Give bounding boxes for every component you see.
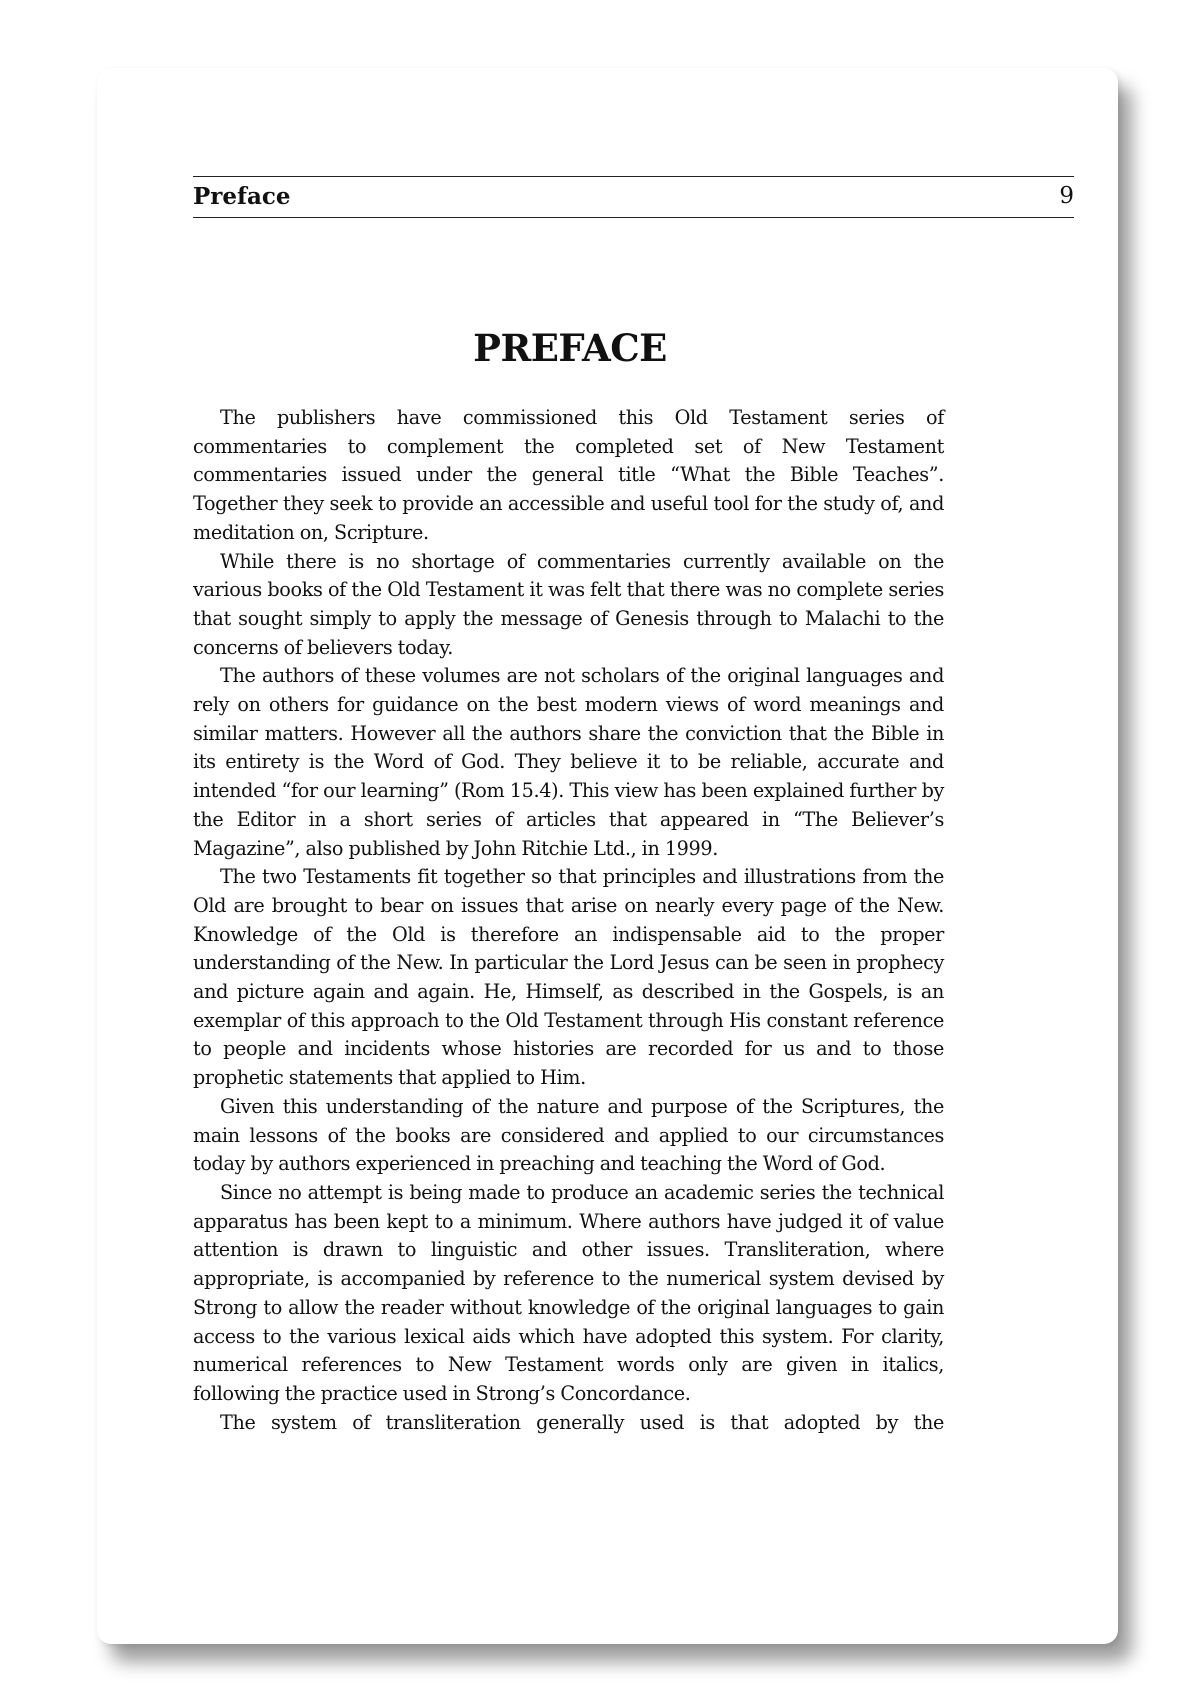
running-head: [193, 176, 1074, 218]
paragraph: The two Testaments fit together so that principles and illustrations from the Old are brought to bear on issues that arise on nearly every page of the New. Knowledge of the Old is therefore an indispensable aid to the proper understanding of the New. In particular the Lord Jesus can be seen in prophecy and picture again and again. He, Himself, as described in the Gospels, is an exemplar of this approach to the Old Testament through His constant reference to people and incidents whose histories are recorded for us and to those prophetic statements that applied to Him.: [193, 865, 944, 1090]
page-number: 9: [1059, 183, 1074, 209]
paragraph: Since no attempt is being made to produce an academic series the technical apparatus has been kept to a minimum. Where authors have judged it of value attention is drawn to linguistic and other issues. Transliteration, where appropriate, is accompanied by reference to the numerical system devised by Strong to allow the reader without knowledge of the original languages to gain access to the various lexical aids which have adopted this system. For clarity, numerical references to New Testament words only are given in italics, following the practice used in Strong’s Concordance.: [193, 1180, 944, 1405]
paragraph: The publishers have commissioned this Old Testament series of commentaries to complement the completed set of New Testament commentaries issued under the general title “What the Bible Teaches”. Together they seek to provide an accessible and useful tool for the study of, and meditation on, Scripture.: [193, 406, 944, 544]
chapter-title: PREFACE: [473, 326, 667, 370]
body-text: [193, 404, 944, 1437]
paragraph: The system of transliteration generally used is that adopted by the: [220, 1410, 944, 1434]
paragraph: While there is no shortage of commentaries currently available on the various books of the Old Testament it was felt that there was no complete series that sought simply to apply the message of Genesis through to Malachi to the concerns of believers today.: [193, 549, 944, 659]
paragraph: Given this understanding of the nature and purpose of the Scriptures, the main lessons of the books are considered and applied to our circumstances today by authors experienced in preaching and teaching the Word of God.: [193, 1094, 944, 1176]
running-head-title: Preface: [193, 183, 291, 210]
paragraph: The authors of these volumes are not scholars of the original languages and rely on others for guidance on the best modern views of word meanings and similar matters. However all the authors share the conviction that the Bible in its entirety is the Word of God. They believe it to be reliable, accurate and intended “for our learning” (Rom 15.4). This view has been explained further by the Editor in a short series of articles that appeared in “The Believer’s Magazine”, also published by John Ritchie Ltd., in 1999.: [193, 664, 944, 860]
